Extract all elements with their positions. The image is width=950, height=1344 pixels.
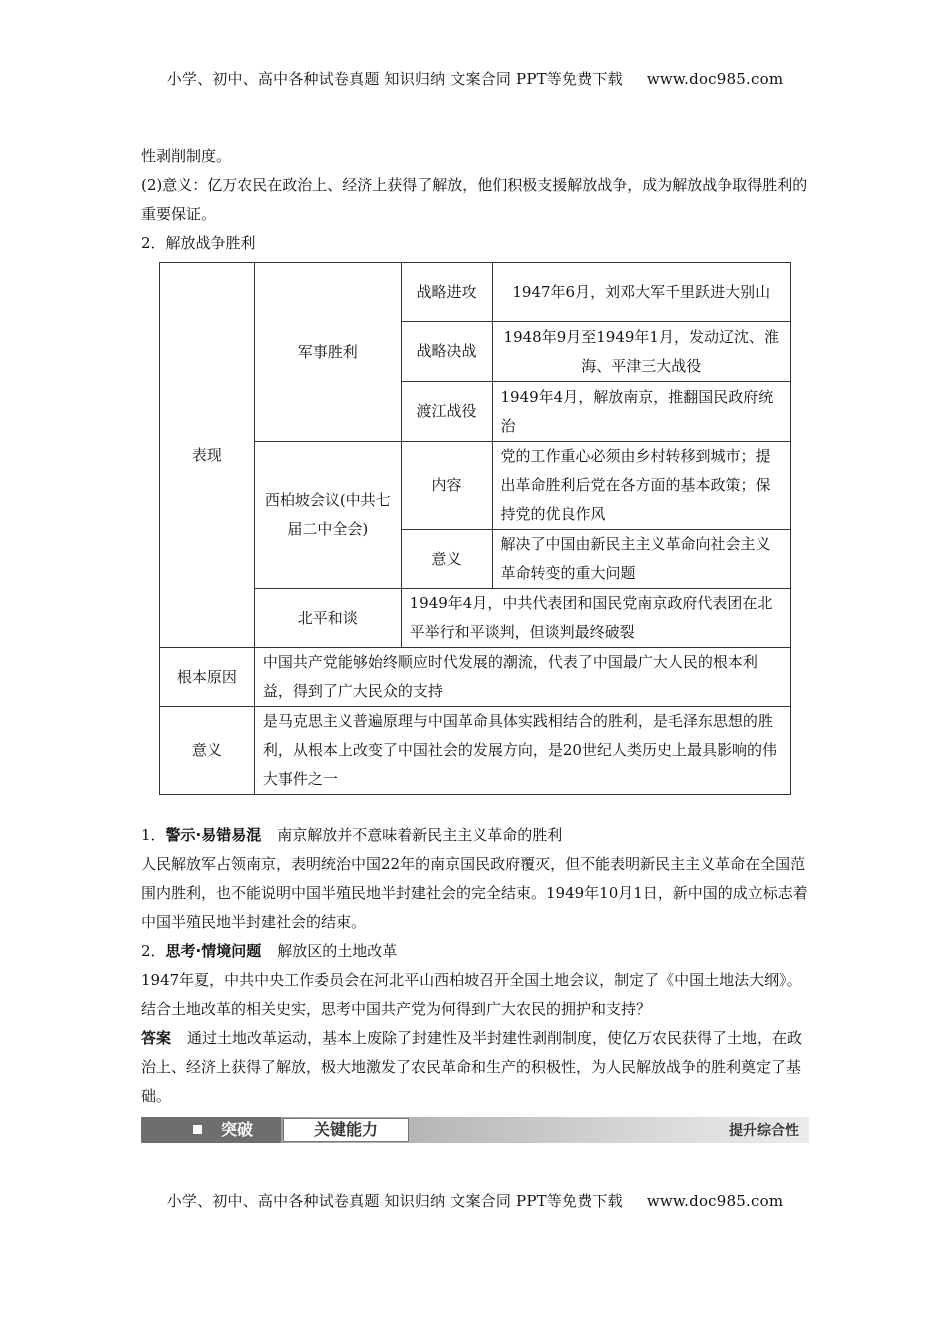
banner-right-text: 提升综合性 — [729, 1123, 799, 1139]
cell-xbp: 西柏坡会议(中共七届二中全会) — [254, 442, 401, 589]
answer-paragraph — [141, 1024, 811, 1111]
note2-body: 1947年夏，中共中央工作委员会在河北平山西柏坡召开全国土地会议，制定了《中国土地法大纲》。结合土地改革的相关史实，思考中国共产党为何得到广大农民的拥护和支持？ — [141, 971, 802, 1018]
note2-number: 2． — [141, 942, 166, 960]
note1-number: 1． — [141, 826, 166, 844]
cell-zljg: 战略进攻 — [401, 263, 492, 322]
main-content — [141, 142, 811, 1111]
note1-body: 人民解放军占领南京，表明统治中国22年的南京国民政府覆灭，但不能表明新民主主义革命在全国范围内胜利，也不能说明中国半殖民地半封建社会的完全结束。1949年10月1日，新中国的成立标志着中国半殖民地半封建社会的结束。 — [141, 855, 808, 931]
note1-title: 南京解放并不意味着新民主主义革命的胜利 — [277, 826, 563, 844]
footer-text: 小学、初中、高中各种试卷真题 知识归纳 文案合同 PPT等免费下载 — [166, 1192, 623, 1210]
cell-neirong-text: 党的工作重心必须由乡村转移到城市；提出革命胜利后党在各方面的基本政策；保持党的优良作风 — [492, 442, 791, 530]
cell-bpht: 北平和谈 — [254, 589, 401, 648]
square-bullet-icon — [193, 1125, 202, 1134]
banner-block — [141, 1117, 281, 1143]
note1-tag: 警示·易错易混 — [165, 826, 262, 844]
cell-yiyi-text: 解决了中国由新民主主义革命向社会主义革命转变的重大问题 — [492, 530, 791, 589]
footer-url[interactable]: www.doc985.com — [646, 1192, 784, 1210]
banner-tab: 关键能力 — [283, 1118, 409, 1142]
cell-bpht-text: 1949年4月，中共代表团和国民党南京政府代表团在北平举行和平谈判，但谈判最终破裂 — [401, 589, 790, 648]
answer-label: 答案 — [141, 1029, 172, 1047]
header-text: 小学、初中、高中各种试卷真题 知识归纳 文案合同 PPT等免费下载 — [166, 70, 623, 88]
note1-heading — [141, 821, 811, 850]
section-heading: 2．解放战争胜利 — [141, 234, 256, 252]
cell-djzy: 渡江战役 — [401, 382, 492, 442]
section-banner — [141, 1117, 809, 1143]
page-footer — [0, 1190, 950, 1211]
cell-djzy-text: 1949年4月，解放南京，推翻国民政府统治 — [492, 382, 791, 442]
cell-zljz: 战略决战 — [401, 322, 492, 382]
cell-yiyi2: 意义 — [160, 707, 255, 795]
summary-table — [159, 262, 791, 795]
banner-label: 突破 — [221, 1120, 254, 1139]
note2-title: 解放区的土地改革 — [277, 942, 398, 960]
note2-heading — [141, 937, 811, 966]
note2-tag: 思考·情境问题 — [165, 942, 262, 960]
cell-junshi: 军事胜利 — [254, 263, 401, 442]
cell-gbyy: 根本原因 — [160, 648, 255, 707]
intro-line1: 性剥削制度。 — [141, 147, 232, 165]
answer-text: 通过土地改革运动，基本上废除了封建性及半封建性剥削制度，使亿万农民获得了土地，在政治上、经济上获得了解放，极大地激发了农民革命和生产的积极性，为人民解放战争的胜利奠定了基础。 — [141, 1029, 803, 1105]
cell-yiyi: 意义 — [401, 530, 492, 589]
cell-neirong: 内容 — [401, 442, 492, 530]
cell-zljg-text: 1947年6月，刘邓大军千里跃进大别山 — [492, 263, 791, 322]
header-url[interactable]: www.doc985.com — [646, 70, 784, 88]
cell-biaoxian: 表现 — [160, 263, 255, 648]
intro-significance: (2)意义：亿万农民在政治上、经济上获得了解放，他们积极支援解放战争，成为解放战争取得胜利的重要保证。 — [141, 176, 808, 223]
cell-zljz-text: 1948年9月至1949年1月，发动辽沈、淮海、平津三大战役 — [492, 322, 791, 382]
cell-gbyy-text: 中国共产党能够始终顺应时代发展的潮流，代表了中国最广大人民的根本利益，得到了广大民众的支持 — [254, 648, 790, 707]
page-header — [0, 68, 950, 89]
cell-yiyi2-text: 是马克思主义普遍原理与中国革命具体实践相结合的胜利，是毛泽东思想的胜利，从根本上改变了中国社会的发展方向，是20世纪人类历史上最具影响的伟大事件之一 — [254, 707, 790, 795]
